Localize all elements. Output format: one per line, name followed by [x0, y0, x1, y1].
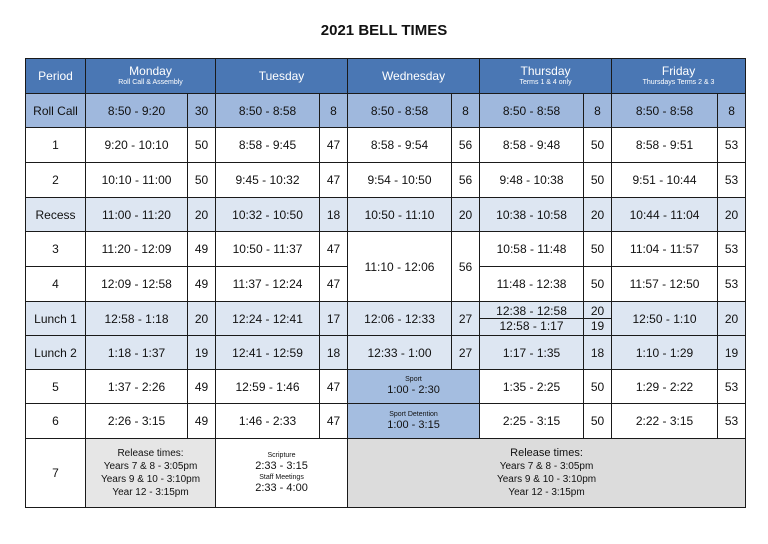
period-cell: 6 [26, 404, 86, 439]
release-line: Years 7 & 8 - 3:05pm [499, 461, 594, 472]
minutes-cell: 47 [320, 163, 348, 198]
time-cell: 11:10 - 12:06 [348, 232, 452, 302]
time-cell: 10:38 - 10:58 [480, 198, 584, 232]
time-cell: 9:20 - 10:10 [86, 128, 188, 163]
minutes-cell: 47 [320, 128, 348, 163]
time-cell: 10:50 - 11:37 [216, 232, 320, 267]
minutes-cell: 50 [188, 128, 216, 163]
time-cell: 8:50 - 8:58 [216, 94, 320, 128]
minutes-cell: 50 [584, 128, 612, 163]
time-cell: 11:37 - 12:24 [216, 267, 320, 302]
release-line: Year 12 - 3:15pm [508, 487, 585, 498]
time-cell: 1:35 - 2:25 [480, 370, 584, 404]
time-cell: 1:17 - 1:35 [480, 336, 584, 370]
time-cell: 10:58 - 11:48 [480, 232, 584, 267]
time-cell: 10:44 - 11:04 [612, 198, 718, 232]
minutes-cell: 19 [188, 336, 216, 370]
period-cell: 3 [26, 232, 86, 267]
minutes-cell: 27 [452, 302, 480, 336]
period-cell: Lunch 2 [26, 336, 86, 370]
minutes-cell: 50 [188, 163, 216, 198]
minutes-cell: 53 [718, 128, 746, 163]
friday-header: Friday Thursdays Terms 2 & 3 [612, 59, 746, 94]
minutes-cell: 20 [452, 198, 480, 232]
time-cell: 9:54 - 10:50 [348, 163, 452, 198]
time-cell: 8:58 - 9:45 [216, 128, 320, 163]
time-cell-a: 12:38 - 12:58 [496, 304, 567, 318]
minutes-cell: 53 [718, 232, 746, 267]
minutes-cell: 19 [718, 336, 746, 370]
time-cell: 10:10 - 11:00 [86, 163, 188, 198]
table-row [26, 163, 746, 198]
minutes-cell [584, 302, 612, 336]
bell-times-table [25, 58, 746, 508]
time-cell: 8:58 - 9:51 [612, 128, 718, 163]
time-cell: 2:22 - 3:15 [612, 404, 718, 439]
time-cell: 12:58 - 1:18 [86, 302, 188, 336]
monday-release-cell [86, 439, 216, 508]
time-cell-b: 12:58 - 1:17 [480, 318, 583, 333]
minutes-cell: 18 [584, 336, 612, 370]
header-row [26, 59, 746, 94]
time-cell: 1:29 - 2:22 [612, 370, 718, 404]
minutes-cell: 53 [718, 163, 746, 198]
minutes-cell: 20 [718, 198, 746, 232]
wednesday-header: Wednesday [348, 59, 480, 94]
table-row [26, 94, 746, 128]
time-cell: 11:48 - 12:38 [480, 267, 584, 302]
minutes-cell-b: 19 [584, 318, 611, 333]
time-cell [480, 302, 584, 336]
time-cell: 1:37 - 2:26 [86, 370, 188, 404]
minutes-cell: 17 [320, 302, 348, 336]
time-cell: 8:50 - 8:58 [612, 94, 718, 128]
scripture-label: Scripture [267, 452, 296, 459]
release-line: Years 7 & 8 - 3:05pm [103, 461, 198, 472]
minutes-cell: 50 [584, 370, 612, 404]
time-cell: 11:04 - 11:57 [612, 232, 718, 267]
minutes-cell: 27 [452, 336, 480, 370]
time-cell: 9:45 - 10:32 [216, 163, 320, 198]
minutes-cell: 8 [584, 94, 612, 128]
minutes-cell: 18 [320, 198, 348, 232]
minutes-cell: 49 [188, 267, 216, 302]
thursday-header: Thursday Terms 1 & 4 only [480, 59, 612, 94]
minutes-cell: 56 [452, 163, 480, 198]
period-cell: Roll Call [26, 94, 86, 128]
minutes-cell: 53 [718, 267, 746, 302]
sport-detention-cell: Sport Detention 1:00 - 3:15 [348, 404, 480, 439]
release-heading: Release times: [117, 448, 184, 459]
minutes-cell: 50 [584, 163, 612, 198]
page-title: 2021 BELL TIMES [320, 22, 448, 39]
minutes-cell: 20 [718, 302, 746, 336]
time-cell: 9:48 - 10:38 [480, 163, 584, 198]
period-cell: 7 [26, 439, 86, 508]
staff-meetings-time: 2:33 - 4:00 [255, 482, 308, 494]
release-line: Year 12 - 3:15pm [112, 487, 189, 498]
time-cell: 10:50 - 11:10 [348, 198, 452, 232]
minutes-cell: 18 [320, 336, 348, 370]
time-cell: 12:09 - 12:58 [86, 267, 188, 302]
time-cell: 2:25 - 3:15 [480, 404, 584, 439]
period-cell: Lunch 1 [26, 302, 86, 336]
time-cell: 12:59 - 1:46 [216, 370, 320, 404]
scripture-time: 2:33 - 3:15 [255, 460, 308, 472]
minutes-cell: 30 [188, 94, 216, 128]
table-row [26, 128, 746, 163]
tuesday-header: Tuesday [216, 59, 348, 94]
time-cell: 10:32 - 10:50 [216, 198, 320, 232]
period-cell: 2 [26, 163, 86, 198]
time-cell: 1:10 - 1:29 [612, 336, 718, 370]
table-row [26, 370, 746, 404]
time-cell: 11:00 - 11:20 [86, 198, 188, 232]
minutes-cell-a: 20 [590, 304, 605, 318]
release-line: Years 9 & 10 - 3:10pm [100, 474, 201, 485]
minutes-cell: 20 [188, 198, 216, 232]
minutes-cell: 53 [718, 370, 746, 404]
minutes-cell: 47 [320, 404, 348, 439]
period-cell: 1 [26, 128, 86, 163]
table-row [26, 232, 746, 267]
sport-cell: Sport 1:00 - 2:30 [348, 370, 480, 404]
table-row [26, 302, 746, 336]
minutes-cell: 49 [188, 232, 216, 267]
time-cell: 12:24 - 12:41 [216, 302, 320, 336]
time-cell: 1:18 - 1:37 [86, 336, 188, 370]
time-cell: 1:46 - 2:33 [216, 404, 320, 439]
time-cell: 8:50 - 9:20 [86, 94, 188, 128]
time-cell: 11:20 - 12:09 [86, 232, 188, 267]
time-cell: 12:06 - 12:33 [348, 302, 452, 336]
time-cell: 8:58 - 9:48 [480, 128, 584, 163]
time-cell: 9:51 - 10:44 [612, 163, 718, 198]
monday-header: Monday Roll Call & Assembly [86, 59, 216, 94]
release-times-cell [348, 439, 746, 508]
time-cell: 12:33 - 1:00 [348, 336, 452, 370]
table-row [26, 198, 746, 232]
time-cell: 2:26 - 3:15 [86, 404, 188, 439]
period-header: Period [26, 59, 86, 94]
minutes-cell: 50 [584, 267, 612, 302]
minutes-cell: 8 [452, 94, 480, 128]
minutes-cell: 47 [320, 267, 348, 302]
minutes-cell: 53 [718, 404, 746, 439]
release-heading: Release times: [510, 447, 583, 459]
minutes-cell: 8 [320, 94, 348, 128]
minutes-cell: 47 [320, 232, 348, 267]
period-cell: 4 [26, 267, 86, 302]
minutes-cell: 56 [452, 128, 480, 163]
staff-meetings-label: Staff Meetings [259, 474, 304, 481]
minutes-cell: 47 [320, 370, 348, 404]
minutes-cell: 49 [188, 404, 216, 439]
minutes-cell: 56 [452, 232, 480, 302]
minutes-cell: 49 [188, 370, 216, 404]
table-row [26, 404, 746, 439]
time-cell: 8:50 - 8:58 [480, 94, 584, 128]
period-cell: Recess [26, 198, 86, 232]
time-cell: 11:57 - 12:50 [612, 267, 718, 302]
period-cell: 5 [26, 370, 86, 404]
release-line: Years 9 & 10 - 3:10pm [496, 474, 597, 485]
tuesday-scripture-cell [216, 439, 348, 508]
table-row [26, 439, 746, 508]
minutes-cell: 8 [718, 94, 746, 128]
time-cell: 8:50 - 8:58 [348, 94, 452, 128]
time-cell: 12:50 - 1:10 [612, 302, 718, 336]
time-cell: 12:41 - 12:59 [216, 336, 320, 370]
minutes-cell: 50 [584, 404, 612, 439]
minutes-cell: 20 [188, 302, 216, 336]
time-cell: 8:58 - 9:54 [348, 128, 452, 163]
table-row [26, 336, 746, 370]
minutes-cell: 20 [584, 198, 612, 232]
minutes-cell: 50 [584, 232, 612, 267]
